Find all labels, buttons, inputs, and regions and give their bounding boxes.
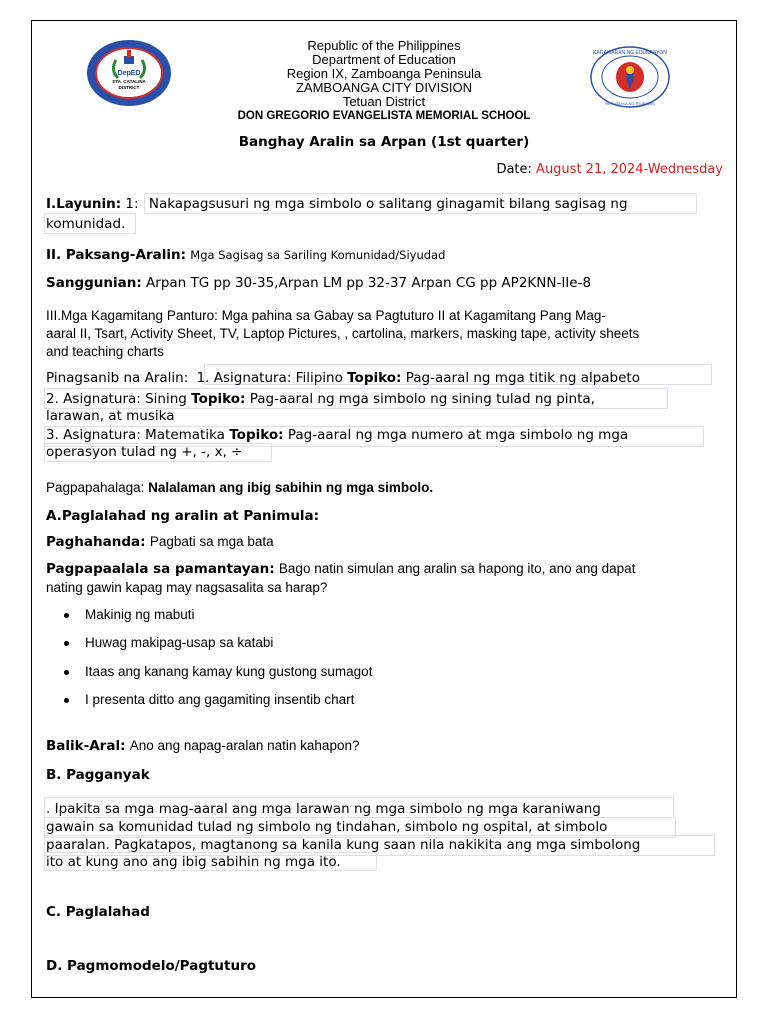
bullet-dot [64, 698, 69, 703]
header-division: ZAMBOANGA CITY DIVISION [295, 80, 472, 95]
page-title: Banghay Aralin sa Arpan (1st quarter) [238, 134, 530, 150]
pinagsanib-item3-topiko: Topiko: [229, 427, 284, 443]
list-item: Makinig ng mabuti [85, 607, 195, 622]
list-item: Itaas ang kanang kamay kung gustong sumagot [85, 664, 373, 679]
pinagsanib-item1-topiko: Topiko: [347, 370, 402, 386]
pagpapaalala-line1 [46, 559, 635, 579]
layunin-number: 1: [125, 196, 139, 212]
sanggunian-label: Sanggunian: [46, 275, 142, 291]
layunin-text2: komunidad. [46, 216, 126, 232]
pagpapaalala-text2: nating gawin kapag may nagsasalita sa harap? [46, 580, 328, 595]
pinagsanib-item3-cont: operasyon tulad ng +, -, x, ÷ [46, 444, 243, 460]
pinagsanib-item3-subject: 3. Asignatura: Matematika [46, 427, 225, 443]
district-logo-icon [86, 38, 172, 108]
section-a-heading: A.Paglalahad ng aralin at Panimula: [46, 508, 320, 524]
paksang-aralin [46, 245, 445, 265]
pinagsanib-item2-topiko: Topiko: [191, 391, 246, 407]
header-department: Department of Education [312, 52, 456, 67]
list-item: Huwag makipag-usap sa katabi [85, 635, 274, 650]
paghahanda-label: Paghahanda: [46, 534, 146, 550]
paksang-aralin-label: II. Paksang-Aralin: [46, 247, 186, 263]
pinagsanib-item2-text: Pag-aaral ng mga simbolo ng sining tulad ng pinta, [249, 391, 595, 407]
bullet-dot [64, 670, 69, 675]
balik-aral-label: Balik-Aral: [46, 738, 126, 754]
pinagsanib-item1-text: Pag-aaral ng mga titik ng alpabeto [405, 370, 640, 386]
pagpapaalala-label: Pagpapaalala sa pamantayan: [46, 561, 275, 577]
sanggunian [46, 273, 591, 293]
layunin-label: I.Layunin: [46, 196, 122, 212]
pinagsanib-label: Pinagsanib na Aralin: [46, 370, 189, 386]
balik-aral [46, 736, 359, 756]
list-item: I presenta ditto ang gagamiting insentib chart [85, 692, 355, 707]
svg-text:STA. CATALINA: STA. CATALINA [112, 79, 146, 84]
kagamitan-line1: III.Mga Kagamitang Panturo: Mga pahina sa Gabay sa Pagtuturo II at Kagamitang Pang Mag- [46, 308, 606, 323]
pagganyak-line1: . Ipakita sa mga mag-aaral ang mga larawan ng mga simbolo ng mga karaniwang [46, 801, 601, 817]
pinagsanib-item1-subject: 1. Asignatura: Filipino [196, 370, 343, 386]
pinagsanib-line1 [46, 368, 640, 388]
paghahanda-text: Pagbati sa mga bata [149, 534, 274, 549]
header-republic: Republic of the Philippines [307, 38, 461, 53]
pinagsanib-item3-text: Pag-aaral ng mga numero at mga simbolo ng mga [287, 427, 629, 443]
date-label: Date: [496, 162, 532, 177]
balik-aral-text: Ano ang napag-aralan natin kahapon? [129, 738, 360, 753]
pinagsanib-item2-cont: larawan, at musika [46, 408, 175, 424]
kagamitan-line3: and teaching charts [46, 344, 164, 359]
pagpapahalaga-text: Nalalaman ang ibig sabihin ng mga simbolo. [148, 480, 434, 495]
deped-seal-icon [590, 46, 670, 108]
section-c-heading: C. Paglalahad [46, 904, 150, 920]
bullet-dot [64, 641, 69, 646]
pagganyak-line3: paaralan. Pagkatapos, magtanong sa kanila kung saan nila nakikita ang mga simbolong [46, 837, 641, 853]
svg-text:KAGAWARAN NG EDUKASYON: KAGAWARAN NG EDUKASYON [593, 50, 667, 56]
bullet-dot [64, 613, 69, 618]
date-value: August 21, 2024-Wednesday [536, 162, 723, 177]
pagpapaalala-text1: Bago natin simulan ang aralin sa hapong ito, ano ang dapat [278, 561, 636, 576]
section-d-heading: D. Pagmomodelo/Pagtuturo [46, 958, 257, 974]
layunin-text1: Nakapagsusuri ng mga simbolo o salitang ginagamit bilang sagisag ng [148, 196, 628, 212]
sanggunian-text: Arpan TG pp 30-35,Arpan LM pp 32-37 Arpan CG pp AP2KNN-IIe-8 [146, 275, 592, 291]
pagpapahalaga [46, 478, 433, 498]
header-school: DON GREGORIO EVANGELISTA MEMORIAL SCHOOL [237, 110, 531, 122]
header-region: Region IX, Zamboanga Peninsula [286, 66, 482, 81]
pagganyak-line2: gawain sa komunidad tulad ng simbolo ng tindahan, simbolo ng ospital, at simbolo [46, 819, 608, 835]
kagamitan-line2: aaral II, Tsart, Activity Sheet, TV, Laptop Pictures, , cartolina, markers, masking tape, activity sheets [46, 326, 640, 341]
svg-text:DepED: DepED [117, 70, 141, 77]
paghahanda [46, 532, 274, 552]
date-line [496, 160, 723, 180]
section-b-heading: B. Pagganyak [46, 767, 150, 783]
pagpapahalaga-label: Pagpapahalaga: [46, 480, 145, 495]
svg-text:DISTRICT: DISTRICT [118, 85, 140, 90]
header-district: Tetuan District [342, 94, 426, 109]
svg-text:REPUBLIKA NG PILIPINAS: REPUBLIKA NG PILIPINAS [605, 101, 655, 106]
layunin-line1 [46, 194, 628, 214]
paksang-aralin-text: Mga Sagisag sa Sariling Komunidad/Siyudad [190, 248, 446, 262]
pinagsanib-item2-subject: 2. Asignatura: Sining [46, 391, 187, 407]
pagganyak-line4: ito at kung ano ang ibig sabihin ng mga ito. [46, 854, 341, 870]
